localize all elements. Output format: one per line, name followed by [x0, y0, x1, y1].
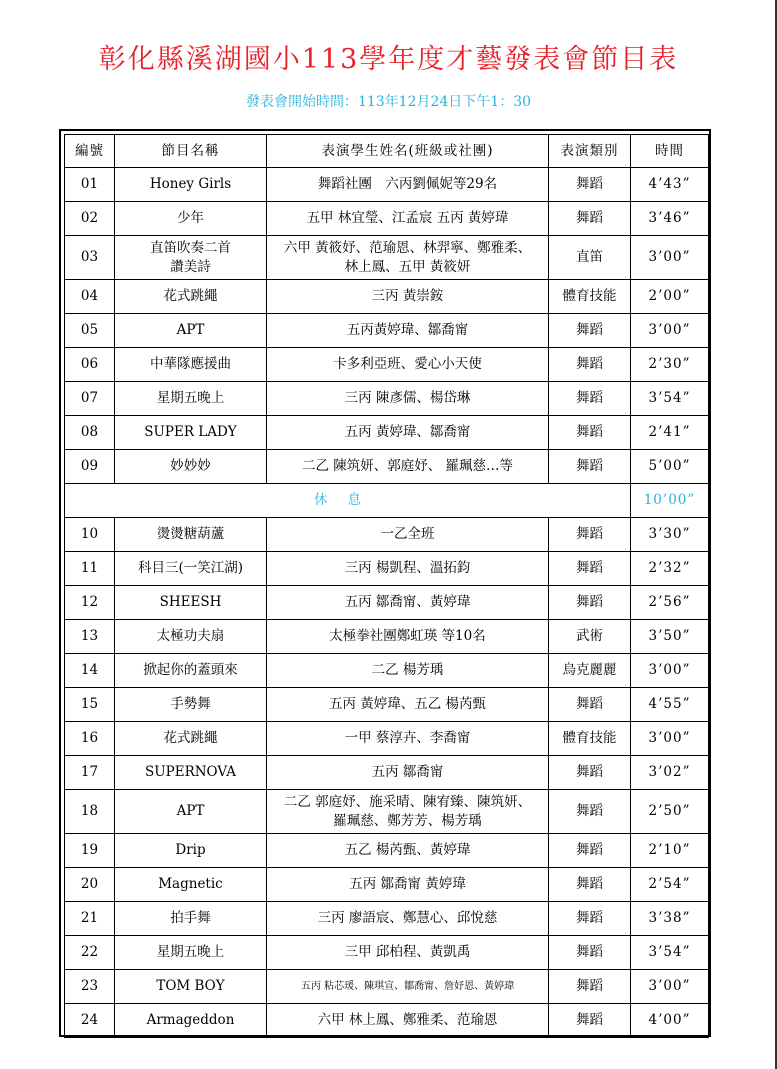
program-no: 13 — [65, 620, 115, 654]
program-title: 少年 — [115, 202, 267, 236]
program-no: 22 — [65, 936, 115, 970]
program-no: 04 — [65, 280, 115, 314]
program-title: 中華隊應援曲 — [115, 348, 267, 382]
program-time: 3’54” — [631, 936, 709, 970]
table-row — [65, 970, 709, 1004]
table-row — [65, 790, 709, 834]
program-performer: 五丙 黃婷瑋、五乙 楊芮甄 — [267, 688, 549, 722]
program-performer: 三丙 黃崇銨 — [267, 280, 549, 314]
program-type: 舞蹈 — [549, 586, 631, 620]
program-performer: 三甲 邱柏程、黃凱禹 — [267, 936, 549, 970]
program-time: 2’41” — [631, 416, 709, 450]
program-time: 3’50” — [631, 620, 709, 654]
program-performer: 三丙 陳彥儒、楊岱琳 — [267, 382, 549, 416]
program-title-line: 讚美詩 — [170, 258, 211, 275]
program-no: 11 — [65, 552, 115, 586]
program-type: 舞蹈 — [549, 168, 631, 202]
program-type: 舞蹈 — [549, 790, 631, 834]
program-performer-line: 羅珮慈、鄭芳芳、楊芳瑀 — [333, 812, 482, 829]
program-no: 12 — [65, 586, 115, 620]
program-type: 舞蹈 — [549, 314, 631, 348]
table-row — [65, 756, 709, 790]
program-time: 2’30” — [631, 348, 709, 382]
program-title: TOM BOY — [115, 970, 267, 1004]
program-time: 3’46” — [631, 202, 709, 236]
table-row — [65, 586, 709, 620]
program-time: 3’38” — [631, 902, 709, 936]
program-no: 15 — [65, 688, 115, 722]
program-performer: 一甲 蔡淳卉、李喬甯 — [267, 722, 549, 756]
program-no: 18 — [65, 790, 115, 834]
start-time-note: 發表會開始時間：113年12月24日下午1：30 — [245, 94, 532, 110]
program-title: 科目三(一笑江湖) — [115, 552, 267, 586]
table-row — [65, 834, 709, 868]
program-title: Honey Girls — [115, 168, 267, 202]
program-no: 14 — [65, 654, 115, 688]
program-time: 4’00” — [631, 1004, 709, 1038]
table-row — [65, 654, 709, 688]
table-row — [65, 688, 709, 722]
program-no: 21 — [65, 902, 115, 936]
program-type: 舞蹈 — [549, 382, 631, 416]
table-header-row — [65, 135, 709, 168]
program-performer: 五丙 鄒喬甯 黃婷瑋 — [267, 868, 549, 902]
program-time: 3’54” — [631, 382, 709, 416]
program-no: 09 — [65, 450, 115, 484]
program-type: 舞蹈 — [549, 688, 631, 722]
program-title: 拍手舞 — [115, 902, 267, 936]
table-row — [65, 314, 709, 348]
program-type: 舞蹈 — [549, 450, 631, 484]
program-no: 16 — [65, 722, 115, 756]
program-no: 17 — [65, 756, 115, 790]
program-time: 5’00” — [631, 450, 709, 484]
break-label: 休息 — [65, 484, 631, 518]
table-row — [65, 902, 709, 936]
header-time: 時間 — [631, 135, 709, 168]
program-performer: 五丙 鄒喬甯 — [267, 756, 549, 790]
program-type: 舞蹈 — [549, 868, 631, 902]
program-time: 2’54” — [631, 868, 709, 902]
program-title: 掀起你的蓋頭來 — [115, 654, 267, 688]
program-no: 06 — [65, 348, 115, 382]
program-performer: 六甲 林上鳳、鄭雅柔、范瑜恩 — [267, 1004, 549, 1038]
program-time: 3’00” — [631, 236, 709, 280]
program-type: 舞蹈 — [549, 936, 631, 970]
program-performer: 二乙 楊芳瑀 — [267, 654, 549, 688]
program-performer-line: 林上鳳、五甲 黃筱妍 — [344, 258, 471, 275]
program-title: Magnetic — [115, 868, 267, 902]
program-no: 10 — [65, 518, 115, 552]
table-row — [65, 552, 709, 586]
program-time: 3’00” — [631, 654, 709, 688]
program-table — [64, 134, 709, 1038]
program-title: 太極功夫扇 — [115, 620, 267, 654]
header-no: 編號 — [65, 135, 115, 168]
program-type: 舞蹈 — [549, 348, 631, 382]
program-title-line: 直笛吹奏二首 — [150, 239, 231, 256]
program-performer — [267, 790, 549, 834]
program-time: 3’00” — [631, 722, 709, 756]
page-title: 彰化縣溪湖國小113學年度才藝發表會節目表 — [98, 44, 679, 75]
program-time: 2’56” — [631, 586, 709, 620]
program-no: 07 — [65, 382, 115, 416]
table-row — [65, 868, 709, 902]
program-performer-line: 二乙 郭庭妤、施采晴、陳宥臻、陳筑妍、 — [283, 793, 532, 810]
program-type: 舞蹈 — [549, 1004, 631, 1038]
program-title: 星期五晚上 — [115, 936, 267, 970]
program-title: 妙妙妙 — [115, 450, 267, 484]
program-performer: 五丙 鄒喬甯、黃婷瑋 — [267, 586, 549, 620]
table-row — [65, 450, 709, 484]
header-performer: 表演學生姓名(班級或社團) — [267, 135, 549, 168]
header-type: 表演類別 — [549, 135, 631, 168]
program-no: 08 — [65, 416, 115, 450]
program-no: 19 — [65, 834, 115, 868]
program-no: 02 — [65, 202, 115, 236]
program-type: 烏克麗麗 — [549, 654, 631, 688]
program-time: 3’02” — [631, 756, 709, 790]
program-no: 03 — [65, 236, 115, 280]
program-title: 花式跳繩 — [115, 280, 267, 314]
table-row — [65, 168, 709, 202]
program-time: 3’00” — [631, 314, 709, 348]
program-type: 舞蹈 — [549, 902, 631, 936]
program-no: 20 — [65, 868, 115, 902]
program-title: Armageddon — [115, 1004, 267, 1038]
table-row — [65, 382, 709, 416]
program-performer: 二乙 陳筑妍、郭庭妤、 羅珮慈…等 — [267, 450, 549, 484]
table-row — [65, 1004, 709, 1038]
program-performer: 太極拳社團鄭虹瑛 等10名 — [267, 620, 549, 654]
program-title — [115, 236, 267, 280]
table-row — [65, 280, 709, 314]
program-performer: 卡多利亞班、愛心小天使 — [267, 348, 549, 382]
program-title: SUPERNOVA — [115, 756, 267, 790]
program-time: 2’00” — [631, 280, 709, 314]
break-row — [65, 484, 709, 518]
program-type: 體育技能 — [549, 280, 631, 314]
program-title: 手勢舞 — [115, 688, 267, 722]
table-row — [65, 620, 709, 654]
table-row — [65, 236, 709, 280]
program-table-frame — [59, 129, 711, 1037]
program-performer: 五乙 楊芮甄、黃婷瑋 — [267, 834, 549, 868]
program-type: 舞蹈 — [549, 202, 631, 236]
table-row — [65, 202, 709, 236]
table-row — [65, 722, 709, 756]
program-performer: 三丙 廖語宸、鄭慧心、邱悅慈 — [267, 902, 549, 936]
program-no: 05 — [65, 314, 115, 348]
program-performer-line: 六甲 黃筱妤、范瑜恩、林羿寧、鄭雅柔、 — [283, 239, 532, 256]
program-type: 舞蹈 — [549, 756, 631, 790]
program-performer: 三丙 楊凱程、溫拓鈞 — [267, 552, 549, 586]
table-row — [65, 348, 709, 382]
table-row — [65, 416, 709, 450]
program-no: 01 — [65, 168, 115, 202]
program-no: 24 — [65, 1004, 115, 1038]
program-performer: 一乙全班 — [267, 518, 549, 552]
program-title: SHEESH — [115, 586, 267, 620]
program-type: 舞蹈 — [549, 834, 631, 868]
program-time: 3’30” — [631, 518, 709, 552]
program-performer — [267, 236, 549, 280]
program-type: 舞蹈 — [549, 416, 631, 450]
program-performer: 五丙 黃婷瑋、鄒喬甯 — [267, 416, 549, 450]
program-time: 4’43” — [631, 168, 709, 202]
program-no: 23 — [65, 970, 115, 1004]
program-time: 3’00” — [631, 970, 709, 1004]
program-time: 2’10” — [631, 834, 709, 868]
program-type: 舞蹈 — [549, 552, 631, 586]
program-title: 花式跳繩 — [115, 722, 267, 756]
program-time: 2’50” — [631, 790, 709, 834]
program-time: 2’32” — [631, 552, 709, 586]
program-title: APT — [115, 314, 267, 348]
program-type: 武術 — [549, 620, 631, 654]
program-title: APT — [115, 790, 267, 834]
program-title: SUPER LADY — [115, 416, 267, 450]
table-row — [65, 936, 709, 970]
table-row — [65, 518, 709, 552]
program-time: 4’55” — [631, 688, 709, 722]
program-type: 舞蹈 — [549, 518, 631, 552]
header-title: 節目名稱 — [115, 135, 267, 168]
program-title: 燙燙糖葫蘆 — [115, 518, 267, 552]
program-type: 舞蹈 — [549, 970, 631, 1004]
break-time: 10’00” — [631, 484, 709, 518]
program-type: 直笛 — [549, 236, 631, 280]
program-performer: 五丙 粘芯瑗、陳琪宣、鄒喬甯、詹妤恩、黃婷瑋 — [267, 970, 549, 1004]
program-performer: 五甲 林宜瑩、江孟宸 五丙 黃婷瑋 — [267, 202, 549, 236]
program-performer: 舞蹈社團 六丙劉佩妮等29名 — [267, 168, 549, 202]
program-type: 體育技能 — [549, 722, 631, 756]
program-title: 星期五晚上 — [115, 382, 267, 416]
program-performer: 五丙黃婷瑋、鄒喬甯 — [267, 314, 549, 348]
program-title: Drip — [115, 834, 267, 868]
